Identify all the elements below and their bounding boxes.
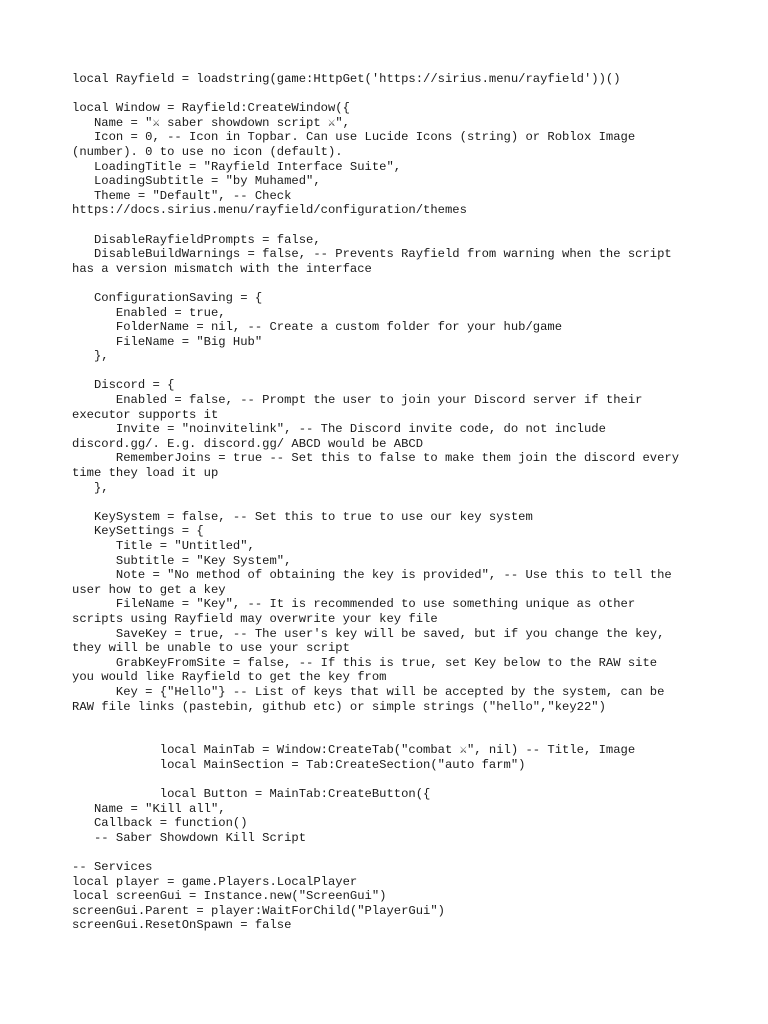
code-line: has a version mismatch with the interface (72, 261, 372, 276)
code-line (72, 364, 712, 379)
code-line: Discord = { (72, 378, 175, 393)
code-block (72, 72, 712, 933)
code-line: scripts using Rayfield may overwrite your key file (72, 611, 438, 626)
code-line: RAW file links (pastebin, github etc) or simple strings ("hello","key22") (72, 699, 606, 714)
code-line: user how to get a key (72, 582, 226, 597)
code-line: Name = "⚔ saber showdown script ⚔", (72, 115, 350, 130)
code-line: LoadingSubtitle = "by Muhamed", (72, 174, 321, 189)
code-line: ConfigurationSaving = { (72, 290, 263, 305)
code-line: Subtitle = "Key System", (72, 553, 292, 568)
code-line: they will be unable to use your script (72, 641, 350, 656)
code-line (72, 218, 712, 233)
code-line: Callback = function() (72, 816, 248, 831)
code-line: time they load it up (72, 466, 219, 481)
code-line (72, 87, 712, 102)
code-line (72, 845, 712, 860)
code-line: screenGui.ResetOnSpawn = false (72, 918, 292, 933)
code-line: LoadingTitle = "Rayfield Interface Suite", (72, 159, 402, 174)
code-line: }, (72, 480, 109, 495)
code-line (72, 773, 712, 788)
code-line: local MainTab = Window:CreateTab("combat ⚔", nil) -- Title, Image (72, 743, 636, 758)
code-line (72, 729, 712, 744)
code-line: screenGui.Parent = player:WaitForChild("PlayerGui") (72, 903, 445, 918)
code-line: FileName = "Key", -- It is recommended to use something unique as other (72, 597, 636, 612)
code-line: RememberJoins = true -- Set this to false to make them join the discord every (72, 451, 680, 466)
code-line: KeySettings = { (72, 524, 204, 539)
code-line: FolderName = nil, -- Create a custom folder for your hub/game (72, 320, 563, 335)
code-line: DisableBuildWarnings = false, -- Prevents Rayfield from warning when the script (72, 247, 672, 262)
code-line: Title = "Untitled", (72, 539, 255, 553)
code-line: (number). 0 to use no icon (default). (72, 144, 343, 159)
code-line (72, 714, 712, 729)
code-line: Enabled = false, -- Prompt the user to join your Discord server if their (72, 393, 643, 408)
code-line: Name = "Kill all", (72, 801, 226, 816)
code-line: local Window = Rayfield:CreateWindow({ (72, 101, 350, 116)
code-line: Invite = "noinvitelink", -- The Discord invite code, do not include (72, 422, 606, 437)
code-line: local MainSection = Tab:CreateSection("auto farm") (72, 757, 526, 772)
code-line: executor supports it (72, 407, 219, 422)
code-line (72, 495, 712, 510)
code-line (72, 276, 712, 291)
code-line: local Rayfield = loadstring(game:HttpGet('https://sirius.menu/rayfield'))() (72, 72, 621, 86)
code-line: DisableRayfieldPrompts = false, (72, 232, 321, 247)
code-line: Enabled = true, (72, 305, 226, 320)
code-line: KeySystem = false, -- Set this to true to use our key system (72, 509, 533, 524)
code-line: }, (72, 349, 109, 364)
code-line: local Button = MainTab:CreateButton({ (72, 787, 431, 802)
code-line: GrabKeyFromSite = false, -- If this is true, set Key below to the RAW site (72, 655, 658, 670)
code-line: local player = game.Players.LocalPlayer (72, 874, 358, 889)
code-line: -- Services (72, 860, 153, 875)
code-line: https://docs.sirius.menu/rayfield/configuration/themes (72, 203, 467, 218)
code-line: SaveKey = true, -- The user's key will be saved, but if you change the key, (72, 626, 665, 641)
code-line: Key = {"Hello"} -- List of keys that will be accepted by the system, can be (72, 684, 665, 699)
code-line: Theme = "Default", -- Check (72, 188, 292, 203)
code-line: you would like Rayfield to get the key from (72, 670, 387, 685)
code-line: Note = "No method of obtaining the key is provided", -- Use this to tell the (72, 568, 672, 583)
code-line: Icon = 0, -- Icon in Topbar. Can use Lucide Icons (string) or Roblox Image (72, 130, 636, 145)
code-line: -- Saber Showdown Kill Script (72, 830, 307, 845)
code-line: discord.gg/. E.g. discord.gg/ ABCD would be ABCD (72, 436, 424, 451)
code-line: FileName = "Big Hub" (72, 334, 263, 349)
code-line: local screenGui = Instance.new("ScreenGui") (72, 889, 387, 904)
